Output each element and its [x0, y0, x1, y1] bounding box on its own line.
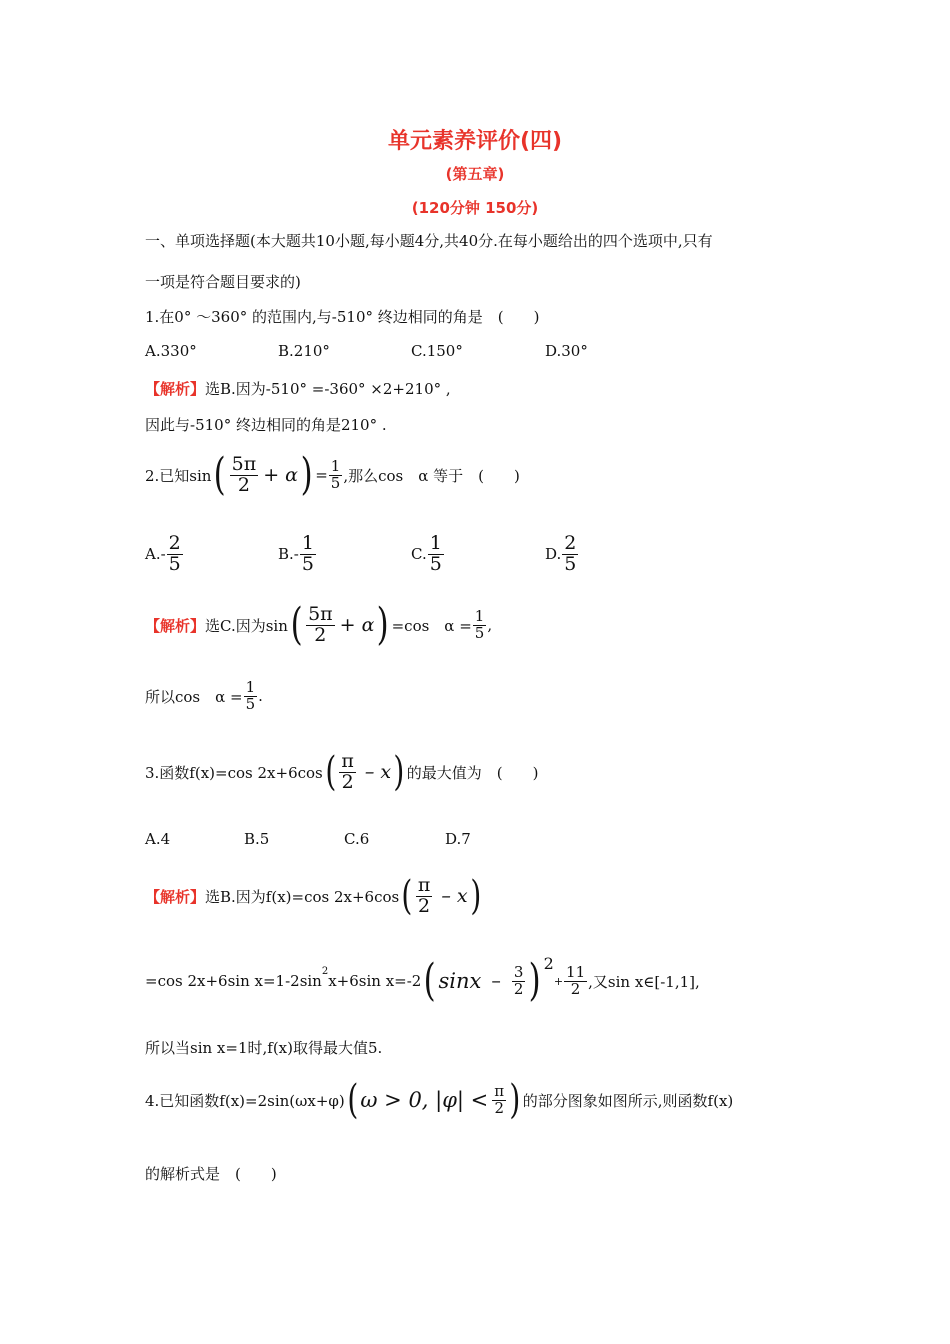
frac-num: 1 — [429, 532, 442, 554]
q1-analysis-line1 — [145, 378, 451, 399]
q4-condition: ω > 0, |φ| < — [360, 1088, 489, 1112]
right-paren: ) — [300, 449, 313, 500]
q1-analysis-text: 选B.因为-510° =-360° ×2+210° , — [205, 380, 451, 398]
frac-num: 3 — [513, 962, 524, 981]
q4-stem — [145, 1072, 733, 1128]
option-label: D. — [545, 545, 562, 564]
q2-analysis-mid: =cos α = — [391, 616, 472, 635]
q3-minus-x: – x — [364, 761, 392, 783]
option-label: A.- — [145, 545, 166, 564]
q3-option-d: D.7 — [445, 830, 471, 848]
left-paren: ( — [290, 599, 303, 650]
q3-minus: – — [491, 970, 501, 992]
option-fraction — [428, 534, 444, 575]
q2-analysis-value — [473, 606, 487, 642]
q3-minus-x: – x — [441, 885, 468, 907]
option-fraction — [300, 534, 316, 575]
frac-num: π — [417, 873, 431, 896]
q4-fraction — [492, 1081, 506, 1117]
q3-analysis — [145, 868, 483, 924]
frac-den: 2 — [570, 979, 581, 998]
q1-option-c: C.150° — [411, 342, 463, 360]
chapter-subtitle: (第五章) — [445, 165, 505, 183]
q2-frac-den: 2 — [237, 473, 250, 496]
q3-sinx: sinx — [438, 969, 482, 993]
option-fraction — [562, 534, 578, 575]
q2-plus-alpha: + α — [339, 614, 375, 636]
q1-stem: 1.在0° ～360° 的范围内,与-510° 终边相同的角是 ( ) — [145, 308, 540, 326]
time-score: (120分钟 150分) — [411, 199, 539, 217]
frac-den: 5 — [301, 552, 314, 575]
right-paren: ) — [469, 873, 481, 919]
q3-plus: + — [553, 974, 564, 988]
left-paren: ( — [347, 1077, 359, 1123]
left-paren: ( — [401, 873, 413, 919]
q3-conclusion: 所以当sin x=1时,f(x)取得最大值5. — [145, 1039, 383, 1057]
q3-analysis-line2 — [145, 952, 700, 1010]
q3-stem-suffix: 的最大值为 ( ) — [406, 763, 539, 782]
frac-num: π — [494, 1081, 505, 1100]
frac-den: 5 — [474, 623, 485, 642]
q4-stem-line2: 的解析式是 ( ) — [145, 1165, 277, 1183]
right-paren: ) — [509, 1077, 521, 1123]
q2-stem-prefix: 2.已知sin — [145, 466, 212, 485]
q2-conclusion-prefix: 所以cos α = — [145, 687, 243, 706]
q3-three-halves — [512, 962, 526, 998]
q1-option-a: A.330° — [145, 342, 197, 360]
q4-stem-suffix: 的部分图象如图所示,则函数f(x) — [522, 1091, 734, 1110]
q2-val-den: 5 — [330, 473, 341, 492]
q2-analysis — [145, 596, 492, 654]
analysis-tag: 【解析】 — [145, 380, 206, 398]
q2-conclusion-suffix: . — [258, 687, 263, 706]
analysis-tag: 【解析】 — [145, 616, 206, 635]
q2-conclusion-value — [244, 680, 258, 713]
frac-num: 11 — [566, 962, 586, 981]
q4-stem-prefix: 4.已知函数f(x)=2sin(ωx+φ) — [145, 1091, 345, 1110]
q2-value-fraction — [329, 456, 343, 492]
q2-frac-num: 5π — [231, 452, 257, 475]
frac-num: 2 — [168, 532, 181, 554]
q2-analysis-comma: , — [487, 616, 493, 634]
q1-option-b: B.210° — [278, 342, 330, 360]
frac-num: 1 — [245, 678, 256, 696]
left-paren: ( — [325, 749, 337, 795]
q3-line2-prefix: =cos 2x+6sin x=1-2sin — [145, 972, 322, 990]
q2-option-b — [278, 534, 317, 575]
left-paren: ( — [214, 449, 227, 500]
q3-line2-mid: x+6sin x=-2 — [328, 972, 422, 990]
q3-analysis-fraction — [416, 873, 433, 917]
frac-num: π — [341, 749, 354, 772]
left-paren: ( — [423, 955, 436, 1006]
q2-stem — [145, 446, 520, 504]
q2-stem-suffix: ,那么cos α 等于 ( ) — [343, 466, 520, 485]
right-paren: ) — [377, 599, 390, 650]
q2-val-num: 1 — [330, 456, 341, 475]
frac-den: 2 — [314, 623, 327, 646]
q3-eleven-halves — [564, 962, 587, 998]
q3-option-a: A.4 — [145, 830, 171, 848]
q3-stem — [145, 744, 538, 800]
q2-analysis-prefix: 选C.因为sin — [205, 616, 288, 635]
q2-option-c — [411, 534, 445, 575]
option-label: B.- — [278, 545, 299, 564]
frac-num: 1 — [474, 606, 485, 625]
page-title: 单元素养评价(四) — [387, 129, 563, 154]
q3-line2-suffix: ,又sin x∈[-1,1], — [588, 972, 700, 991]
q1-analysis-line2: 因此与-510° 终边相同的角是210° . — [145, 416, 387, 434]
frac-num: 2 — [564, 532, 577, 554]
q3-stem-prefix: 3.函数f(x)=cos 2x+6cos — [145, 763, 323, 782]
frac-den: 5 — [429, 552, 442, 575]
section-heading-line1: 一、单项选择题(本大题共10小题,每小题4分,共40分.在每小题给出的四个选项中,只有 — [145, 232, 713, 250]
q2-analysis-fraction — [306, 602, 335, 646]
frac-den: 5 — [168, 552, 181, 575]
q2-eq: = — [315, 466, 328, 484]
frac-den: 2 — [494, 1098, 504, 1117]
q2-fraction — [230, 452, 259, 496]
frac-num: 5π — [308, 602, 333, 625]
frac-den: 5 — [564, 552, 577, 575]
section-heading-line2: 一项是符合题目要求的) — [145, 273, 301, 291]
q2-conclusion — [145, 680, 263, 713]
frac-num: 1 — [301, 532, 314, 554]
analysis-tag: 【解析】 — [145, 887, 206, 906]
q2-option-d — [545, 534, 579, 575]
frac-den: 2 — [513, 979, 524, 998]
q3-option-b: B.5 — [244, 830, 270, 848]
q3-square: 2 — [543, 954, 554, 973]
option-label: C. — [411, 545, 427, 564]
right-paren: ) — [393, 749, 405, 795]
frac-den: 5 — [245, 694, 256, 713]
q3-fraction — [339, 749, 356, 793]
right-paren: ) — [529, 955, 542, 1006]
q3-analysis-prefix: 选B.因为f(x)=cos 2x+6cos — [205, 887, 400, 906]
q2-plus-alpha: + α — [263, 464, 299, 486]
frac-den: 2 — [341, 770, 354, 793]
q1-option-d: D.30° — [545, 342, 588, 360]
frac-den: 2 — [418, 894, 431, 917]
q2-option-a — [145, 534, 184, 575]
option-fraction — [167, 534, 183, 575]
square-sup: 2 — [321, 966, 329, 977]
q3-option-c: C.6 — [344, 830, 370, 848]
